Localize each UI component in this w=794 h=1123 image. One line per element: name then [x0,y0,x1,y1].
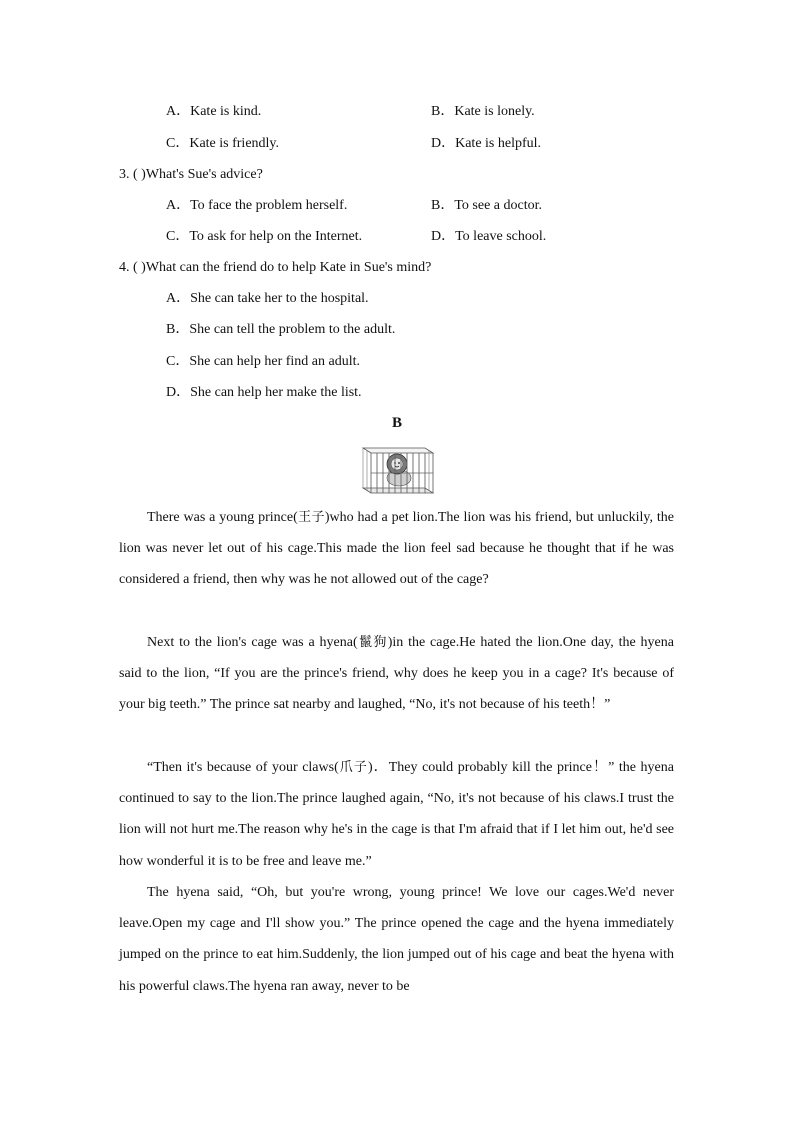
p3-text-b: )．They could probably kill the prince！” the hyena continued to say to the lion.The prince laughed again, “No, it's not because of his claws.I trust the lion will not hurt me.The reason why he's in the cage is that I'm afraid that if I let him out, he'd see how wonderful it is to be free and leave me.” [119,760,674,869]
passage-paragraph-3 [119,752,674,877]
lion-in-cage-illustration [361,444,435,494]
p4-text: The hyena said, “Oh, but you're wrong, young prince! We love our cages.We'd never leave.Open my cage and I'll show you.” The prince opened the cage and the hyena immediately jumped on the prince to eat him.Suddenly, the lion jumped out of his cage and beat the hyena with his powerful claws.The hyena ran away, never to be [119,885,674,994]
p1-text-a: There was a young prince( [147,510,298,525]
q2-option-a: A．Kate is kind. [166,104,262,119]
passage-paragraph-2 [119,627,674,721]
q4-option-b: B．She can tell the problem to the adult. [166,322,396,337]
q3-stem: 3. ( )What's Sue's advice? [119,167,263,182]
q2-option-d: D．Kate is helpful. [431,136,542,151]
p2-gloss: 鬣狗 [357,635,388,650]
q4-stem: 4. ( )What can the friend do to help Kate in Sue's mind? [119,260,432,275]
passage-paragraph-1 [119,502,674,596]
q2-option-c: C．Kate is friendly. [166,136,280,151]
p3-text-a: “Then it's because of your claws( [147,760,339,775]
q3-option-c: C．To ask for help on the Internet. [166,229,363,244]
q3-option-b: B．To see a doctor. [431,198,542,213]
section-b-title: B [391,415,402,431]
p1-text-b: )who had a pet lion.The lion was his friend, but unluckily, the lion was never let out of his cage.This made the lion feel sad because he thought that if he was considered a friend, then why was he not allowed out of the cage? [119,510,674,588]
q4-option-a: A．She can take her to the hospital. [166,291,369,306]
p1-gloss: 王子 [297,510,325,525]
q3-option-d: D．To leave school. [431,229,547,244]
p2-text-a: Next to the lion's cage was a hyena( [147,635,358,650]
p3-gloss: 爪子 [338,760,368,775]
q4-option-c: C．She can help her find an adult. [166,354,361,369]
q2-option-b: B．Kate is lonely. [431,104,535,119]
passage-paragraph-4 [119,877,674,1002]
q3-option-a: A．To face the problem herself. [166,198,348,213]
q4-option-d: D．She can help her make the list. [166,385,362,400]
p2-text-b: )in the cage.He hated the lion.One day, the hyena said to the lion, “If you are the prince's friend, why does he keep you in a cage? It's because of your big teeth.” The prince sat nearby and laughed, “No, it's not because of his teeth！” [119,635,674,713]
